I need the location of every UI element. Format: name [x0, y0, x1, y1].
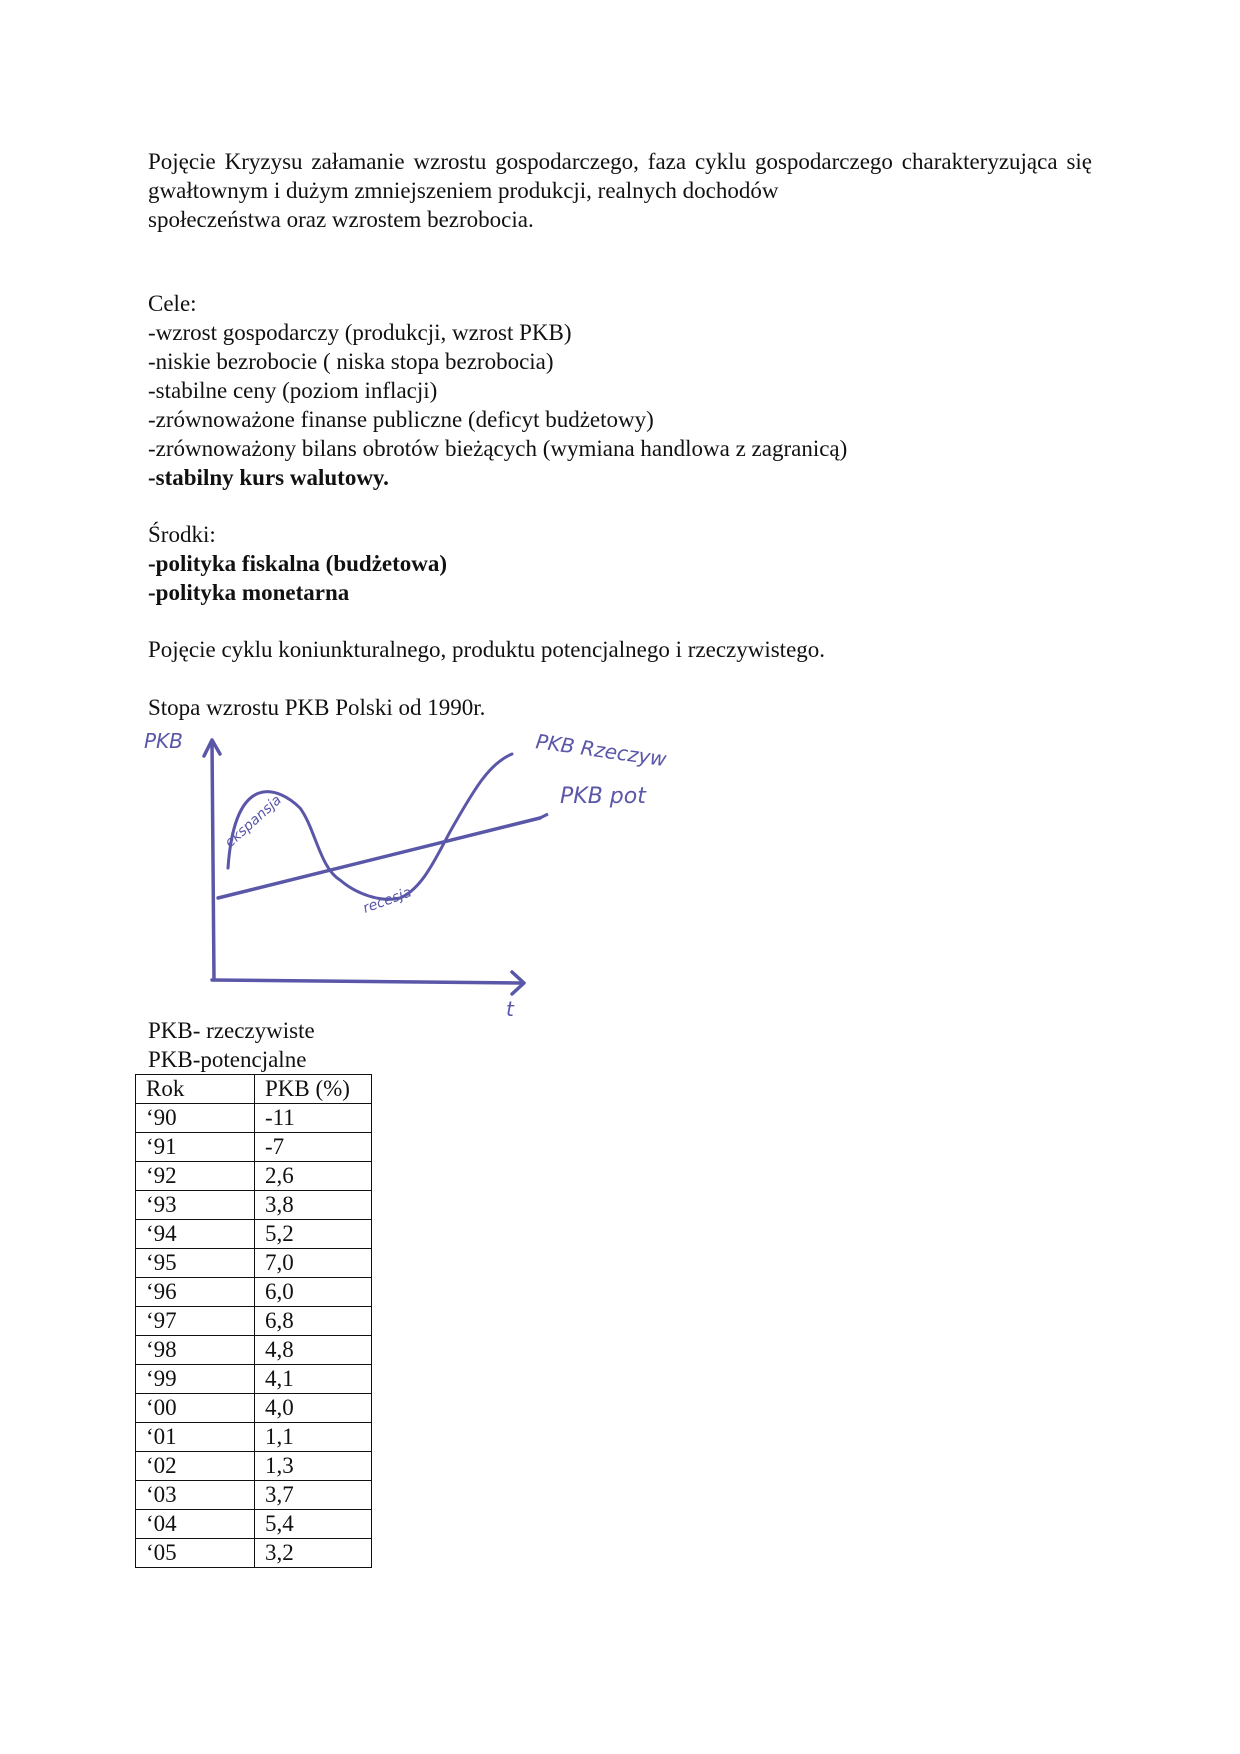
gdp-cell: 3,2 [255, 1539, 372, 1568]
table-row [136, 1307, 372, 1336]
cele-item: -zrównoważone finanse publiczne (deficyt budżetowy) [148, 407, 654, 432]
gdp-cell: 6,0 [255, 1278, 372, 1307]
year-cell: ‘94 [136, 1220, 255, 1249]
year-cell: ‘04 [136, 1510, 255, 1539]
year-cell: ‘98 [136, 1336, 255, 1365]
year-cell: ‘05 [136, 1539, 255, 1568]
expansion-label: ekspansja [221, 792, 285, 851]
gdp-cell: 7,0 [255, 1249, 372, 1278]
table-row [136, 1104, 372, 1133]
table-row [136, 1162, 372, 1191]
gdp-cell: 4,8 [255, 1336, 372, 1365]
gdp-cell: -11 [255, 1104, 372, 1133]
srodki-item: -polityka fiskalna (budżetowa) [148, 551, 448, 576]
y-axis-label: PKB [144, 729, 183, 753]
year-cell: ‘95 [136, 1249, 255, 1278]
year-cell: ‘93 [136, 1191, 255, 1220]
header-gdp: PKB (%) [255, 1075, 372, 1104]
table-row [136, 1133, 372, 1162]
potential-gdp-label: PKB pot [560, 784, 646, 809]
table-header-row [136, 1075, 372, 1104]
table-row [136, 1278, 372, 1307]
cele-item: -niskie bezrobocie ( niska stopa bezrobocia) [148, 349, 554, 374]
year-cell: ‘02 [136, 1452, 255, 1481]
table-row [136, 1336, 372, 1365]
year-cell: ‘00 [136, 1394, 255, 1423]
crisis-definition-line1: Pojęcie Kryzysu załamanie wzrostu gospodarczego, faza cyklu gospodarczego charakteryzująca się gwałtownym i dużym zmniejszeniem produkcji, realnych dochodów [148, 149, 1092, 203]
gdp-cell: 3,8 [255, 1191, 372, 1220]
year-cell: ‘03 [136, 1481, 255, 1510]
real-gdp-label: PKB Rzeczyw [534, 729, 669, 772]
gdp-cell: 5,4 [255, 1510, 372, 1539]
recession-label: recesja [360, 884, 414, 917]
cele-heading: Cele: [148, 291, 197, 316]
table-row [136, 1365, 372, 1394]
table-row [136, 1539, 372, 1568]
cele-section [148, 289, 847, 492]
chart-title-text: Stopa wzrostu PKB Polski od 1990r. [148, 695, 486, 720]
srodki-section [148, 520, 447, 607]
crisis-definition-line2: społeczeństwa oraz wzrostem bezrobocia. [148, 207, 534, 232]
gdp-growth-table [135, 1074, 372, 1568]
table-row [136, 1481, 372, 1510]
gdp-cell: 1,1 [255, 1423, 372, 1452]
year-cell: ‘92 [136, 1162, 255, 1191]
table-row [136, 1452, 372, 1481]
year-cell: ‘97 [136, 1307, 255, 1336]
crisis-definition [148, 147, 1092, 234]
table-row [136, 1249, 372, 1278]
year-cell: ‘90 [136, 1104, 255, 1133]
legend-real: PKB- rzeczywiste [148, 1018, 315, 1043]
srodki-item: -polityka monetarna [148, 580, 350, 605]
gdp-cell: -7 [255, 1133, 372, 1162]
table-row [136, 1394, 372, 1423]
srodki-heading: Środki: [148, 522, 216, 547]
year-cell: ‘91 [136, 1133, 255, 1162]
table-row [136, 1423, 372, 1452]
gdp-cell: 3,7 [255, 1481, 372, 1510]
cele-item: -zrównoważony bilans obrotów bieżących (wymiana handlowa z zagranicą) [148, 436, 848, 461]
gdp-cell: 4,1 [255, 1365, 372, 1394]
gdp-cell: 1,3 [255, 1452, 372, 1481]
concept-line-text: Pojęcie cyklu koniunkturalnego, produktu potencjalnego i rzeczywistego. [148, 637, 826, 662]
gdp-cell: 2,6 [255, 1162, 372, 1191]
cele-item: -stabilne ceny (poziom inflacji) [148, 378, 438, 403]
concept-line [148, 635, 825, 664]
gdp-cell: 6,8 [255, 1307, 372, 1336]
potential-gdp-line [218, 818, 540, 898]
cele-item: -stabilny kurs walutowy. [148, 465, 389, 490]
pkb-sketch [140, 718, 700, 1018]
gdp-cell: 4,0 [255, 1394, 372, 1423]
x-axis-label: t [506, 997, 514, 1018]
y-axis [212, 742, 214, 980]
legend-potential: PKB-potencjalne [148, 1047, 307, 1072]
cele-item: -wzrost gospodarczy (produkcji, wzrost PKB) [148, 320, 572, 345]
gdp-cell: 5,2 [255, 1220, 372, 1249]
real-gdp-curve [228, 754, 512, 899]
year-cell: ‘96 [136, 1278, 255, 1307]
table-row [136, 1191, 372, 1220]
table-row [136, 1510, 372, 1539]
year-cell: ‘01 [136, 1423, 255, 1452]
header-year: Rok [136, 1075, 255, 1104]
legend [148, 1016, 315, 1074]
year-cell: ‘99 [136, 1365, 255, 1394]
x-axis [212, 980, 520, 983]
table-row [136, 1220, 372, 1249]
